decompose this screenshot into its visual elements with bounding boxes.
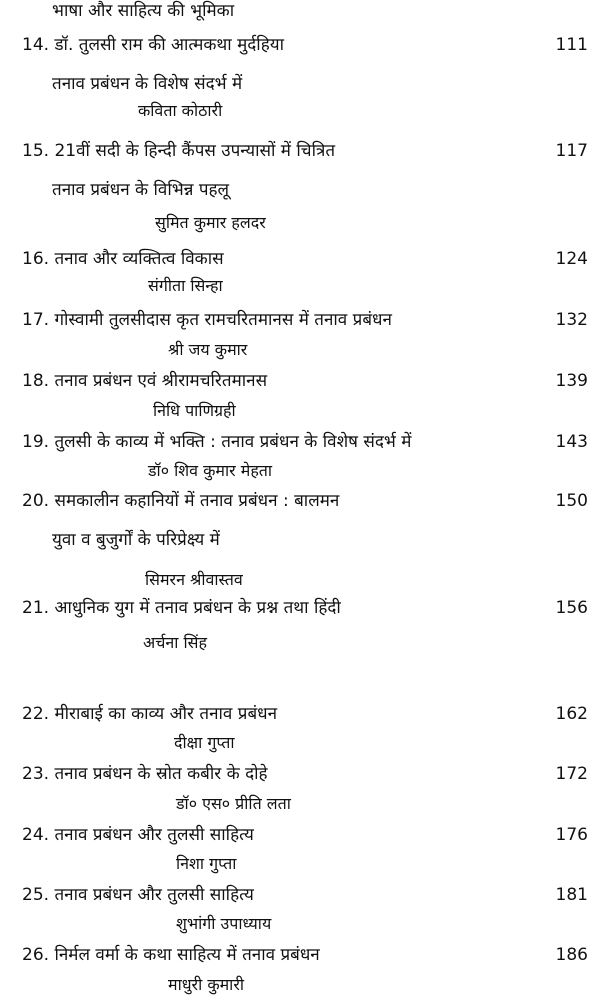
entry-author: निशा गुप्ता [176, 854, 237, 873]
entry-author: संगीता सिन्हा [148, 276, 223, 295]
entry-title: तनाव प्रबंधन और तुलसी साहित्य [49, 885, 254, 905]
entry-title: 21वीं सदी के हिन्दी कैंपस उपन्यासों में चित्रित [49, 141, 336, 161]
page-number: 172 [555, 764, 588, 784]
entry-title: निर्मल वर्मा के कथा साहित्य में तनाव प्रबंधन [49, 945, 320, 965]
entry-number: 18. [22, 371, 50, 391]
entry-title-continued: युवा व बुजुर्गों के परिप्रेक्ष्य में [52, 530, 220, 550]
entry-number: 23. [22, 764, 50, 784]
page-number: 186 [555, 945, 588, 965]
entry-author: अर्चना सिंह [143, 633, 207, 652]
entry-number: 26. [22, 945, 50, 965]
entry-author: माधुरी कुमारी [168, 975, 245, 994]
entry-author: दीक्षा गुप्ता [174, 733, 235, 752]
entry-number: 17. [22, 310, 50, 330]
page-number: 132 [555, 310, 588, 330]
entry-title: तनाव प्रबंधन और तुलसी साहित्य [49, 825, 254, 845]
entry-number: 21. [22, 598, 50, 618]
entry-title-continued: तनाव प्रबंधन के विशेष संदर्भ में [52, 74, 243, 94]
entry-title-continued: भाषा और साहित्य की भूमिका [52, 1, 235, 21]
page-number: 143 [555, 432, 588, 452]
entry-title: आधुनिक युग में तनाव प्रबंधन के प्रश्न तथा हिंदी [49, 598, 341, 618]
entry-author: डॉ० शिव कुमार मेहता [148, 461, 273, 480]
entry-author: सिमरन श्रीवास्तव [145, 570, 243, 589]
page-number: 156 [555, 598, 588, 618]
entry-author: सुमित कुमार हलदर [155, 213, 266, 232]
entry-title: तनाव प्रबंधन के स्रोत कबीर के दोहे [49, 764, 268, 784]
entry-author: डॉ० एस० प्रीति लता [176, 794, 291, 813]
entry-number: 20. [22, 491, 50, 511]
entry-author: कविता कोठारी [138, 101, 223, 120]
entry-title: तनाव और व्यक्तित्व विकास [49, 249, 224, 269]
page-number: 181 [555, 885, 588, 905]
entry-author: श्री जय कुमार [168, 340, 248, 359]
entry-title: गोस्वामी तुलसीदास कृत रामचरितमानस में तनाव प्रबंधन [49, 310, 392, 330]
entry-title: डॉ. तुलसी राम की आत्मकथा मुर्दहिया [49, 35, 284, 55]
entry-title: तुलसी के काव्य में भक्ति : तनाव प्रबंधन के विशेष संदर्भ में [49, 432, 412, 452]
page-number: 111 [555, 35, 588, 55]
entry-title: समकालीन कहानियों में तनाव प्रबंधन : बालमन [49, 491, 340, 511]
entry-number: 24. [22, 825, 50, 845]
entry-title: तनाव प्रबंधन एवं श्रीरामचरितमानस [49, 371, 268, 391]
page-number: 176 [555, 825, 588, 845]
page-number: 124 [555, 249, 588, 269]
entry-author: निधि पाणिग्रही [153, 401, 236, 420]
entry-number: 16. [22, 249, 50, 269]
entry-title-continued: तनाव प्रबंधन के विभिन्न पहलू [52, 180, 230, 200]
entry-number: 19. [22, 432, 50, 452]
page-number: 139 [555, 371, 588, 391]
entry-number: 15. [22, 141, 50, 161]
entry-number: 25. [22, 885, 50, 905]
page-number: 117 [555, 141, 588, 161]
entry-title: मीराबाई का काव्य और तनाव प्रबंधन [49, 704, 278, 724]
page-number: 150 [555, 491, 588, 511]
entry-number: 22. [22, 704, 50, 724]
entry-author: शुभांगी उपाध्याय [176, 914, 272, 933]
page-number: 162 [555, 704, 588, 724]
entry-number: 14. [22, 35, 50, 55]
